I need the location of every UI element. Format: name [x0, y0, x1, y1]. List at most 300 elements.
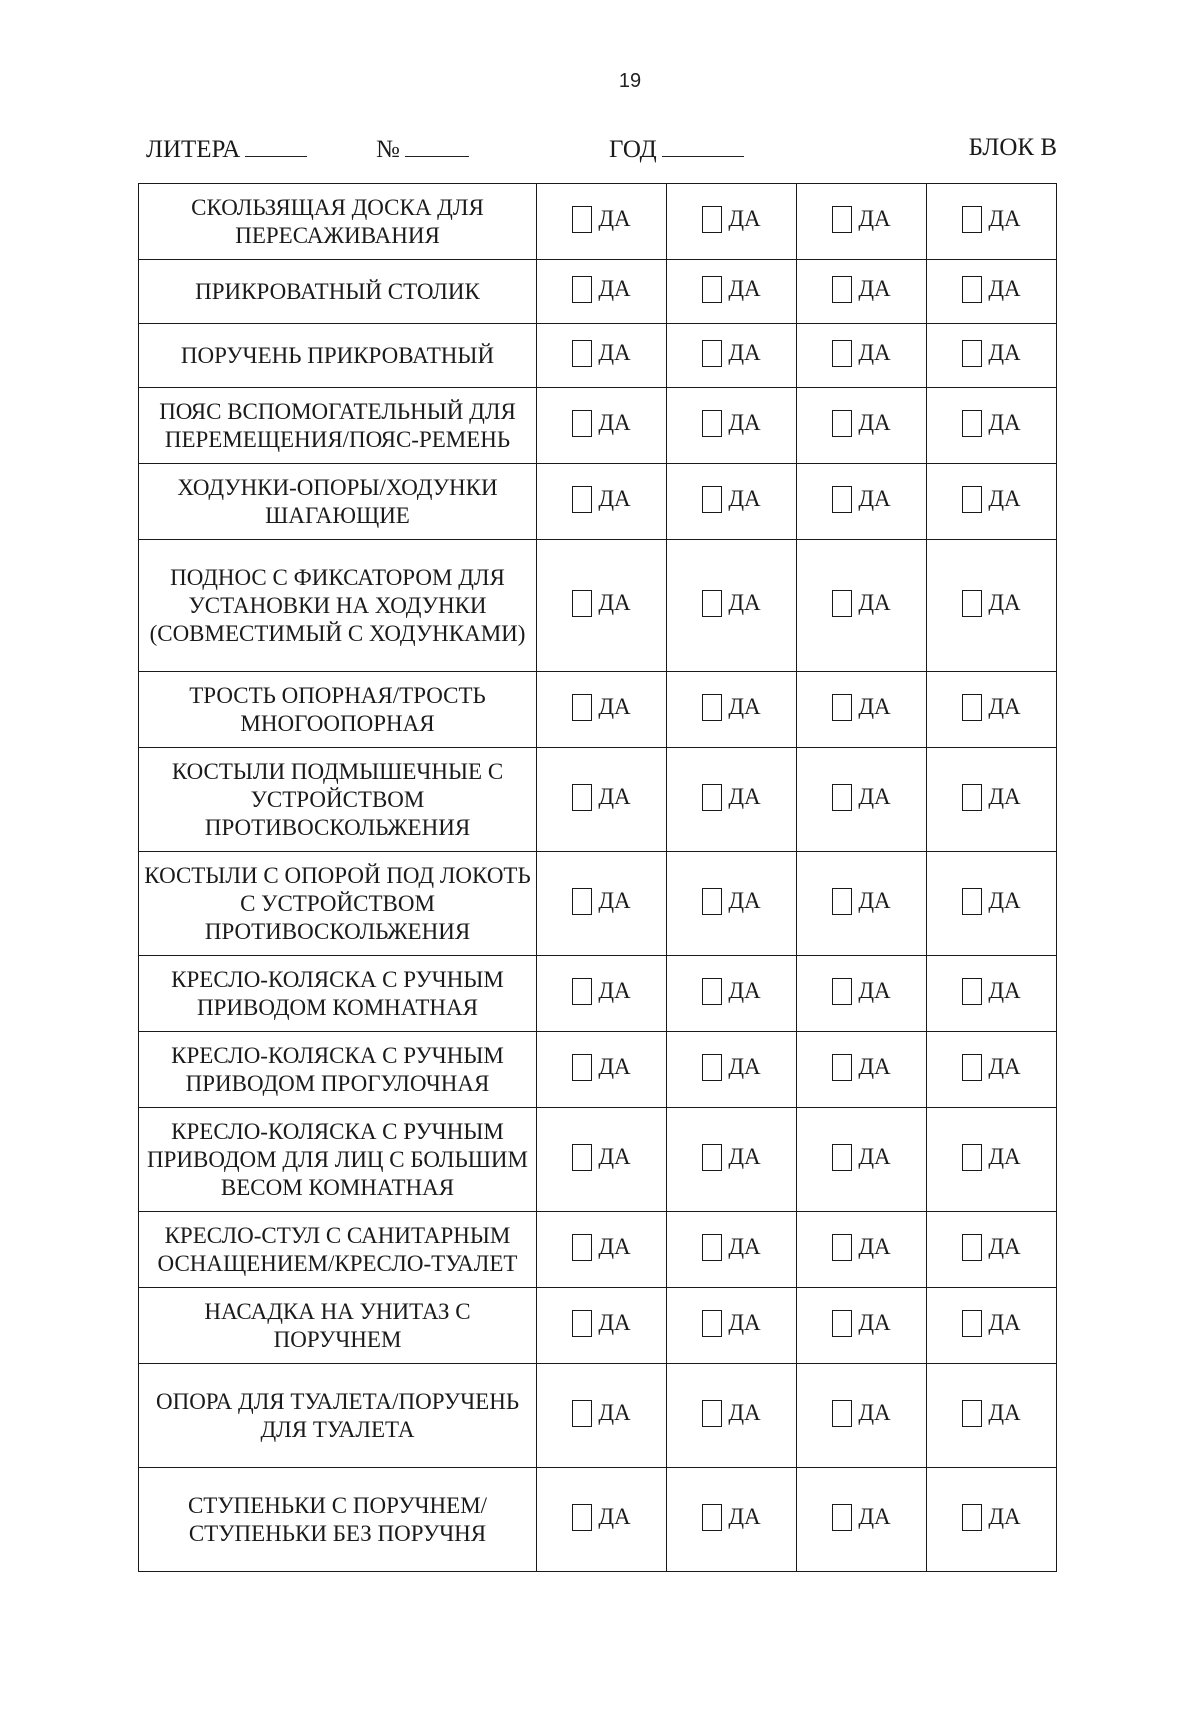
- item-label: КРЕСЛО-СТУЛ С САНИТАРНЫМ ОСНАЩЕНИЕМ/КРЕСЛО-ТУАЛЕТ: [139, 1212, 537, 1288]
- yes-checkbox[interactable]: [702, 486, 722, 513]
- option-cell: [927, 852, 1057, 956]
- page-number: 19: [618, 70, 642, 92]
- yes-checkbox[interactable]: [962, 1400, 982, 1427]
- option-cell: [927, 1288, 1057, 1364]
- option-cell: [667, 260, 797, 324]
- option-cell: [667, 956, 797, 1032]
- option-cell: [797, 1364, 927, 1468]
- yes-checkbox[interactable]: [702, 276, 722, 303]
- option-cell: [667, 324, 797, 388]
- yes-checkbox[interactable]: [572, 694, 592, 721]
- yes-option[interactable]: [572, 693, 630, 721]
- yes-label: ДА: [858, 888, 891, 914]
- option-cell: [927, 1364, 1057, 1468]
- option-cell: [927, 1212, 1057, 1288]
- yes-label: ДА: [598, 1054, 631, 1080]
- yes-checkbox[interactable]: [702, 206, 722, 233]
- option-cell: [797, 1468, 927, 1572]
- option-cell: [537, 1364, 667, 1468]
- yes-label: ДА: [988, 590, 1021, 616]
- yes-option[interactable]: [572, 1503, 630, 1531]
- option-cell: [537, 1288, 667, 1364]
- yes-checkbox[interactable]: [572, 1400, 592, 1427]
- yes-checkbox[interactable]: [572, 410, 592, 437]
- option-cell: [537, 1108, 667, 1212]
- yes-label: ДА: [598, 694, 631, 720]
- yes-label: ДА: [598, 1234, 631, 1260]
- yes-checkbox[interactable]: [962, 340, 982, 367]
- yes-option[interactable]: [962, 339, 1020, 367]
- option-cell: [537, 1212, 667, 1288]
- option-cell: [797, 324, 927, 388]
- option-cell: [797, 260, 927, 324]
- table-row: [139, 672, 1057, 748]
- option-cell: [537, 324, 667, 388]
- yes-checkbox[interactable]: [962, 1234, 982, 1261]
- yes-label: ДА: [728, 1400, 761, 1426]
- option-cell: [537, 464, 667, 540]
- table-row: [139, 260, 1057, 324]
- yes-label: ДА: [598, 1310, 631, 1336]
- option-cell: [537, 1032, 667, 1108]
- yes-label: ДА: [988, 978, 1021, 1004]
- yes-checkbox[interactable]: [572, 206, 592, 233]
- yes-checkbox[interactable]: [832, 340, 852, 367]
- option-cell: [667, 672, 797, 748]
- yes-checkbox[interactable]: [962, 1504, 982, 1531]
- item-label: КОСТЫЛИ С ОПОРОЙ ПОД ЛОКОТЬ С УСТРОЙСТВОМ ПРОТИВОСКОЛЬЖЕНИЯ: [139, 852, 537, 956]
- yes-option[interactable]: [702, 783, 760, 811]
- option-cell: [537, 748, 667, 852]
- yes-checkbox[interactable]: [962, 694, 982, 721]
- yes-label: ДА: [858, 410, 891, 436]
- yes-option[interactable]: [832, 409, 890, 437]
- yes-option[interactable]: [572, 589, 630, 617]
- yes-label: ДА: [728, 1310, 761, 1336]
- option-cell: [667, 1364, 797, 1468]
- item-label: НАСАДКА НА УНИТАЗ С ПОРУЧНЕМ: [139, 1288, 537, 1364]
- yes-checkbox[interactable]: [832, 410, 852, 437]
- option-cell: [797, 388, 927, 464]
- option-cell: [537, 540, 667, 672]
- yes-label: ДА: [988, 410, 1021, 436]
- yes-checkbox[interactable]: [962, 486, 982, 513]
- option-cell: [537, 260, 667, 324]
- equipment-rows: [139, 184, 1057, 1572]
- yes-checkbox[interactable]: [572, 1504, 592, 1531]
- yes-checkbox[interactable]: [832, 1504, 852, 1531]
- yes-checkbox[interactable]: [702, 1400, 722, 1427]
- option-cell: [927, 324, 1057, 388]
- option-cell: [667, 1468, 797, 1572]
- item-label: КРЕСЛО-КОЛЯСКА С РУЧНЫМ ПРИВОДОМ ДЛЯ ЛИЦ С БОЛЬШИМ ВЕСОМ КОМНАТНАЯ: [139, 1108, 537, 1212]
- yes-label: ДА: [988, 1054, 1021, 1080]
- item-label: КРЕСЛО-КОЛЯСКА С РУЧНЫМ ПРИВОДОМ ПРОГУЛОЧНАЯ: [139, 1032, 537, 1108]
- yes-checkbox[interactable]: [962, 276, 982, 303]
- yes-checkbox[interactable]: [572, 1310, 592, 1337]
- option-cell: [927, 1032, 1057, 1108]
- yes-label: ДА: [988, 888, 1021, 914]
- yes-checkbox[interactable]: [702, 1310, 722, 1337]
- yes-label: ДА: [858, 206, 891, 232]
- option-cell: [667, 852, 797, 956]
- yes-option[interactable]: [702, 693, 760, 721]
- option-cell: [797, 956, 927, 1032]
- yes-option[interactable]: [572, 205, 630, 233]
- option-cell: [797, 184, 927, 260]
- option-cell: [797, 748, 927, 852]
- yes-label: ДА: [598, 978, 631, 1004]
- yes-label: ДА: [728, 590, 761, 616]
- yes-option[interactable]: [702, 1143, 760, 1171]
- yes-option[interactable]: [962, 1309, 1020, 1337]
- option-cell: [797, 464, 927, 540]
- yes-checkbox[interactable]: [702, 1054, 722, 1081]
- yes-option[interactable]: [572, 409, 630, 437]
- yes-checkbox[interactable]: [832, 1310, 852, 1337]
- yes-option[interactable]: [832, 1399, 890, 1427]
- yes-label: ДА: [598, 340, 631, 366]
- yes-option[interactable]: [702, 205, 760, 233]
- yes-label: ДА: [728, 206, 761, 232]
- yes-checkbox[interactable]: [962, 1310, 982, 1337]
- yes-checkbox[interactable]: [572, 978, 592, 1005]
- yes-checkbox[interactable]: [702, 694, 722, 721]
- yes-option[interactable]: [832, 783, 890, 811]
- option-cell: [797, 672, 927, 748]
- yes-checkbox[interactable]: [572, 340, 592, 367]
- yes-option[interactable]: [702, 1053, 760, 1081]
- yes-checkbox[interactable]: [832, 784, 852, 811]
- yes-checkbox[interactable]: [962, 888, 982, 915]
- litera-blank[interactable]: [245, 134, 307, 157]
- option-cell: [797, 540, 927, 672]
- yes-checkbox[interactable]: [702, 410, 722, 437]
- yes-checkbox[interactable]: [832, 1400, 852, 1427]
- yes-checkbox[interactable]: [572, 590, 592, 617]
- yes-checkbox[interactable]: [962, 206, 982, 233]
- yes-checkbox[interactable]: [702, 1144, 722, 1171]
- yes-checkbox[interactable]: [832, 1234, 852, 1261]
- yes-checkbox[interactable]: [572, 888, 592, 915]
- yes-option[interactable]: [832, 1233, 890, 1261]
- year-field[interactable]: [609, 134, 744, 164]
- yes-checkbox[interactable]: [702, 340, 722, 367]
- yes-checkbox[interactable]: [832, 978, 852, 1005]
- yes-option[interactable]: [962, 1233, 1020, 1261]
- option-cell: [797, 1108, 927, 1212]
- table-row: [139, 1288, 1057, 1364]
- yes-label: ДА: [988, 1144, 1021, 1170]
- yes-option[interactable]: [572, 1053, 630, 1081]
- yes-option[interactable]: [962, 783, 1020, 811]
- yes-label: ДА: [988, 1310, 1021, 1336]
- yes-option[interactable]: [702, 1233, 760, 1261]
- item-label: ПРИКРОВАТНЫЙ СТОЛИК: [139, 260, 537, 324]
- yes-label: ДА: [858, 1400, 891, 1426]
- yes-label: ДА: [728, 340, 761, 366]
- yes-option[interactable]: [702, 887, 760, 915]
- yes-label: ДА: [728, 486, 761, 512]
- yes-option[interactable]: [832, 977, 890, 1005]
- yes-checkbox[interactable]: [832, 206, 852, 233]
- table-row: [139, 1468, 1057, 1572]
- yes-label: ДА: [858, 276, 891, 302]
- yes-label: ДА: [728, 1234, 761, 1260]
- number-blank[interactable]: [405, 134, 469, 157]
- yes-label: ДА: [858, 486, 891, 512]
- option-cell: [667, 464, 797, 540]
- yes-option[interactable]: [962, 409, 1020, 437]
- yes-option[interactable]: [962, 1143, 1020, 1171]
- yes-option[interactable]: [572, 977, 630, 1005]
- option-cell: [667, 184, 797, 260]
- equipment-table: [138, 183, 1057, 1572]
- yes-option[interactable]: [702, 589, 760, 617]
- item-label: ТРОСТЬ ОПОРНАЯ/ТРОСТЬ МНОГООПОРНАЯ: [139, 672, 537, 748]
- litera-field[interactable]: [146, 134, 307, 164]
- table-row: [139, 1212, 1057, 1288]
- yes-checkbox[interactable]: [962, 1144, 982, 1171]
- yes-option[interactable]: [832, 1309, 890, 1337]
- yes-option[interactable]: [702, 977, 760, 1005]
- option-cell: [537, 388, 667, 464]
- yes-label: ДА: [728, 276, 761, 302]
- yes-label: ДА: [728, 978, 761, 1004]
- yes-option[interactable]: [572, 783, 630, 811]
- yes-label: ДА: [598, 486, 631, 512]
- option-cell: [667, 1032, 797, 1108]
- yes-option[interactable]: [832, 887, 890, 915]
- yes-option[interactable]: [962, 485, 1020, 513]
- item-label: КРЕСЛО-КОЛЯСКА С РУЧНЫМ ПРИВОДОМ КОМНАТНАЯ: [139, 956, 537, 1032]
- option-cell: [927, 464, 1057, 540]
- yes-option[interactable]: [702, 1399, 760, 1427]
- number-field[interactable]: [376, 134, 469, 164]
- yes-label: ДА: [988, 340, 1021, 366]
- option-cell: [927, 260, 1057, 324]
- yes-option[interactable]: [832, 275, 890, 303]
- yes-label: ДА: [728, 888, 761, 914]
- option-cell: [927, 388, 1057, 464]
- option-cell: [927, 956, 1057, 1032]
- option-cell: [667, 388, 797, 464]
- table-row: [139, 1032, 1057, 1108]
- option-cell: [667, 748, 797, 852]
- yes-label: ДА: [858, 694, 891, 720]
- option-cell: [537, 1468, 667, 1572]
- yes-label: ДА: [988, 1234, 1021, 1260]
- yes-option[interactable]: [832, 1053, 890, 1081]
- table-row: [139, 1108, 1057, 1212]
- yes-option[interactable]: [832, 1143, 890, 1171]
- litera-label: ЛИТЕРА: [146, 136, 241, 163]
- item-label: ПОЯС ВСПОМОГАТЕЛЬНЫЙ ДЛЯ ПЕРЕМЕЩЕНИЯ/ПОЯС-РЕМЕНЬ: [139, 388, 537, 464]
- yes-option[interactable]: [832, 339, 890, 367]
- item-label: ПОРУЧЕНЬ ПРИКРОВАТНЫЙ: [139, 324, 537, 388]
- table-row: [139, 184, 1057, 260]
- yes-checkbox[interactable]: [572, 276, 592, 303]
- item-label: ОПОРА ДЛЯ ТУАЛЕТА/ПОРУЧЕНЬ ДЛЯ ТУАЛЕТА: [139, 1364, 537, 1468]
- yes-label: ДА: [598, 276, 631, 302]
- item-label: ХОДУНКИ-ОПОРЫ/ХОДУНКИ ШАГАЮЩИЕ: [139, 464, 537, 540]
- yes-checkbox[interactable]: [702, 784, 722, 811]
- yes-checkbox[interactable]: [962, 410, 982, 437]
- yes-option[interactable]: [832, 589, 890, 617]
- yes-option[interactable]: [832, 1503, 890, 1531]
- yes-label: ДА: [728, 1054, 761, 1080]
- table-row: [139, 1364, 1057, 1468]
- year-blank[interactable]: [662, 134, 744, 157]
- table-row: [139, 748, 1057, 852]
- yes-checkbox[interactable]: [702, 888, 722, 915]
- yes-checkbox[interactable]: [962, 784, 982, 811]
- option-cell: [667, 540, 797, 672]
- yes-option[interactable]: [572, 887, 630, 915]
- yes-option[interactable]: [962, 977, 1020, 1005]
- option-cell: [927, 748, 1057, 852]
- yes-option[interactable]: [962, 1503, 1020, 1531]
- yes-checkbox[interactable]: [832, 590, 852, 617]
- yes-label: ДА: [598, 1144, 631, 1170]
- number-label: №: [376, 136, 400, 163]
- table-row: [139, 464, 1057, 540]
- option-cell: [537, 672, 667, 748]
- option-cell: [667, 1108, 797, 1212]
- yes-checkbox[interactable]: [962, 1054, 982, 1081]
- yes-label: ДА: [858, 1310, 891, 1336]
- yes-label: ДА: [728, 694, 761, 720]
- yes-label: ДА: [728, 1144, 761, 1170]
- yes-label: ДА: [988, 1400, 1021, 1426]
- option-cell: [797, 852, 927, 956]
- year-label: ГОД: [609, 136, 657, 163]
- yes-checkbox[interactable]: [702, 1504, 722, 1531]
- form-header: [146, 134, 1057, 168]
- yes-label: ДА: [728, 410, 761, 436]
- table-row: [139, 388, 1057, 464]
- yes-checkbox[interactable]: [832, 1144, 852, 1171]
- option-cell: [797, 1288, 927, 1364]
- yes-label: ДА: [598, 1504, 631, 1530]
- yes-label: ДА: [598, 888, 631, 914]
- yes-option[interactable]: [832, 205, 890, 233]
- table-row: [139, 324, 1057, 388]
- option-cell: [537, 956, 667, 1032]
- option-cell: [927, 672, 1057, 748]
- yes-option[interactable]: [702, 1503, 760, 1531]
- yes-label: ДА: [858, 1144, 891, 1170]
- yes-label: ДА: [858, 1504, 891, 1530]
- yes-checkbox[interactable]: [832, 888, 852, 915]
- yes-option[interactable]: [962, 1399, 1020, 1427]
- option-cell: [537, 184, 667, 260]
- option-cell: [797, 1212, 927, 1288]
- option-cell: [927, 184, 1057, 260]
- yes-option[interactable]: [702, 339, 760, 367]
- yes-checkbox[interactable]: [962, 978, 982, 1005]
- yes-option[interactable]: [572, 1399, 630, 1427]
- yes-option[interactable]: [702, 485, 760, 513]
- option-cell: [927, 540, 1057, 672]
- yes-label: ДА: [988, 276, 1021, 302]
- yes-option[interactable]: [702, 275, 760, 303]
- yes-label: ДА: [988, 1504, 1021, 1530]
- option-cell: [927, 1108, 1057, 1212]
- yes-option[interactable]: [572, 1309, 630, 1337]
- yes-label: ДА: [988, 206, 1021, 232]
- yes-checkbox[interactable]: [832, 694, 852, 721]
- yes-checkbox[interactable]: [572, 1054, 592, 1081]
- yes-label: ДА: [728, 784, 761, 810]
- yes-option[interactable]: [962, 1053, 1020, 1081]
- yes-label: ДА: [728, 1504, 761, 1530]
- yes-option[interactable]: [572, 339, 630, 367]
- yes-label: ДА: [598, 590, 631, 616]
- yes-option[interactable]: [962, 887, 1020, 915]
- item-label: СКОЛЬЗЯЩАЯ ДОСКА ДЛЯ ПЕРЕСАЖИВАНИЯ: [139, 184, 537, 260]
- yes-option[interactable]: [832, 485, 890, 513]
- yes-option[interactable]: [962, 693, 1020, 721]
- yes-checkbox[interactable]: [572, 1144, 592, 1171]
- yes-option[interactable]: [702, 1309, 760, 1337]
- option-cell: [797, 1032, 927, 1108]
- table-row: [139, 540, 1057, 672]
- table-row: [139, 852, 1057, 956]
- yes-option[interactable]: [572, 1233, 630, 1261]
- option-cell: [927, 1468, 1057, 1572]
- option-cell: [667, 1288, 797, 1364]
- yes-option[interactable]: [572, 485, 630, 513]
- table-row: [139, 956, 1057, 1032]
- yes-checkbox[interactable]: [702, 590, 722, 617]
- yes-label: ДА: [598, 1400, 631, 1426]
- yes-checkbox[interactable]: [572, 784, 592, 811]
- item-label: ПОДНОС С ФИКСАТОРОМ ДЛЯ УСТАНОВКИ НА ХОДУНКИ (СОВМЕСТИМЫЙ С ХОДУНКАМИ): [139, 540, 537, 672]
- yes-checkbox[interactable]: [962, 590, 982, 617]
- yes-label: ДА: [598, 206, 631, 232]
- item-label: СТУПЕНЬКИ С ПОРУЧНЕМ/СТУПЕНЬКИ БЕЗ ПОРУЧНЯ: [139, 1468, 537, 1572]
- yes-option[interactable]: [962, 275, 1020, 303]
- yes-option[interactable]: [962, 589, 1020, 617]
- option-cell: [537, 852, 667, 956]
- yes-label: ДА: [988, 694, 1021, 720]
- yes-label: ДА: [858, 978, 891, 1004]
- yes-option[interactable]: [962, 205, 1020, 233]
- yes-label: ДА: [858, 784, 891, 810]
- option-cell: [667, 1212, 797, 1288]
- yes-label: ДА: [858, 590, 891, 616]
- yes-label: ДА: [858, 340, 891, 366]
- yes-label: ДА: [598, 784, 631, 810]
- yes-label: ДА: [858, 1054, 891, 1080]
- yes-checkbox[interactable]: [832, 1054, 852, 1081]
- yes-checkbox[interactable]: [832, 276, 852, 303]
- yes-label: ДА: [988, 784, 1021, 810]
- yes-option[interactable]: [572, 275, 630, 303]
- yes-label: ДА: [858, 1234, 891, 1260]
- yes-option[interactable]: [572, 1143, 630, 1171]
- yes-label: ДА: [988, 486, 1021, 512]
- yes-checkbox[interactable]: [702, 1234, 722, 1261]
- item-label: КОСТЫЛИ ПОДМЫШЕЧНЫЕ С УСТРОЙСТВОМ ПРОТИВОСКОЛЬЖЕНИЯ: [139, 748, 537, 852]
- yes-option[interactable]: [832, 693, 890, 721]
- yes-checkbox[interactable]: [572, 486, 592, 513]
- yes-checkbox[interactable]: [702, 978, 722, 1005]
- yes-option[interactable]: [702, 409, 760, 437]
- yes-checkbox[interactable]: [572, 1234, 592, 1261]
- yes-checkbox[interactable]: [832, 486, 852, 513]
